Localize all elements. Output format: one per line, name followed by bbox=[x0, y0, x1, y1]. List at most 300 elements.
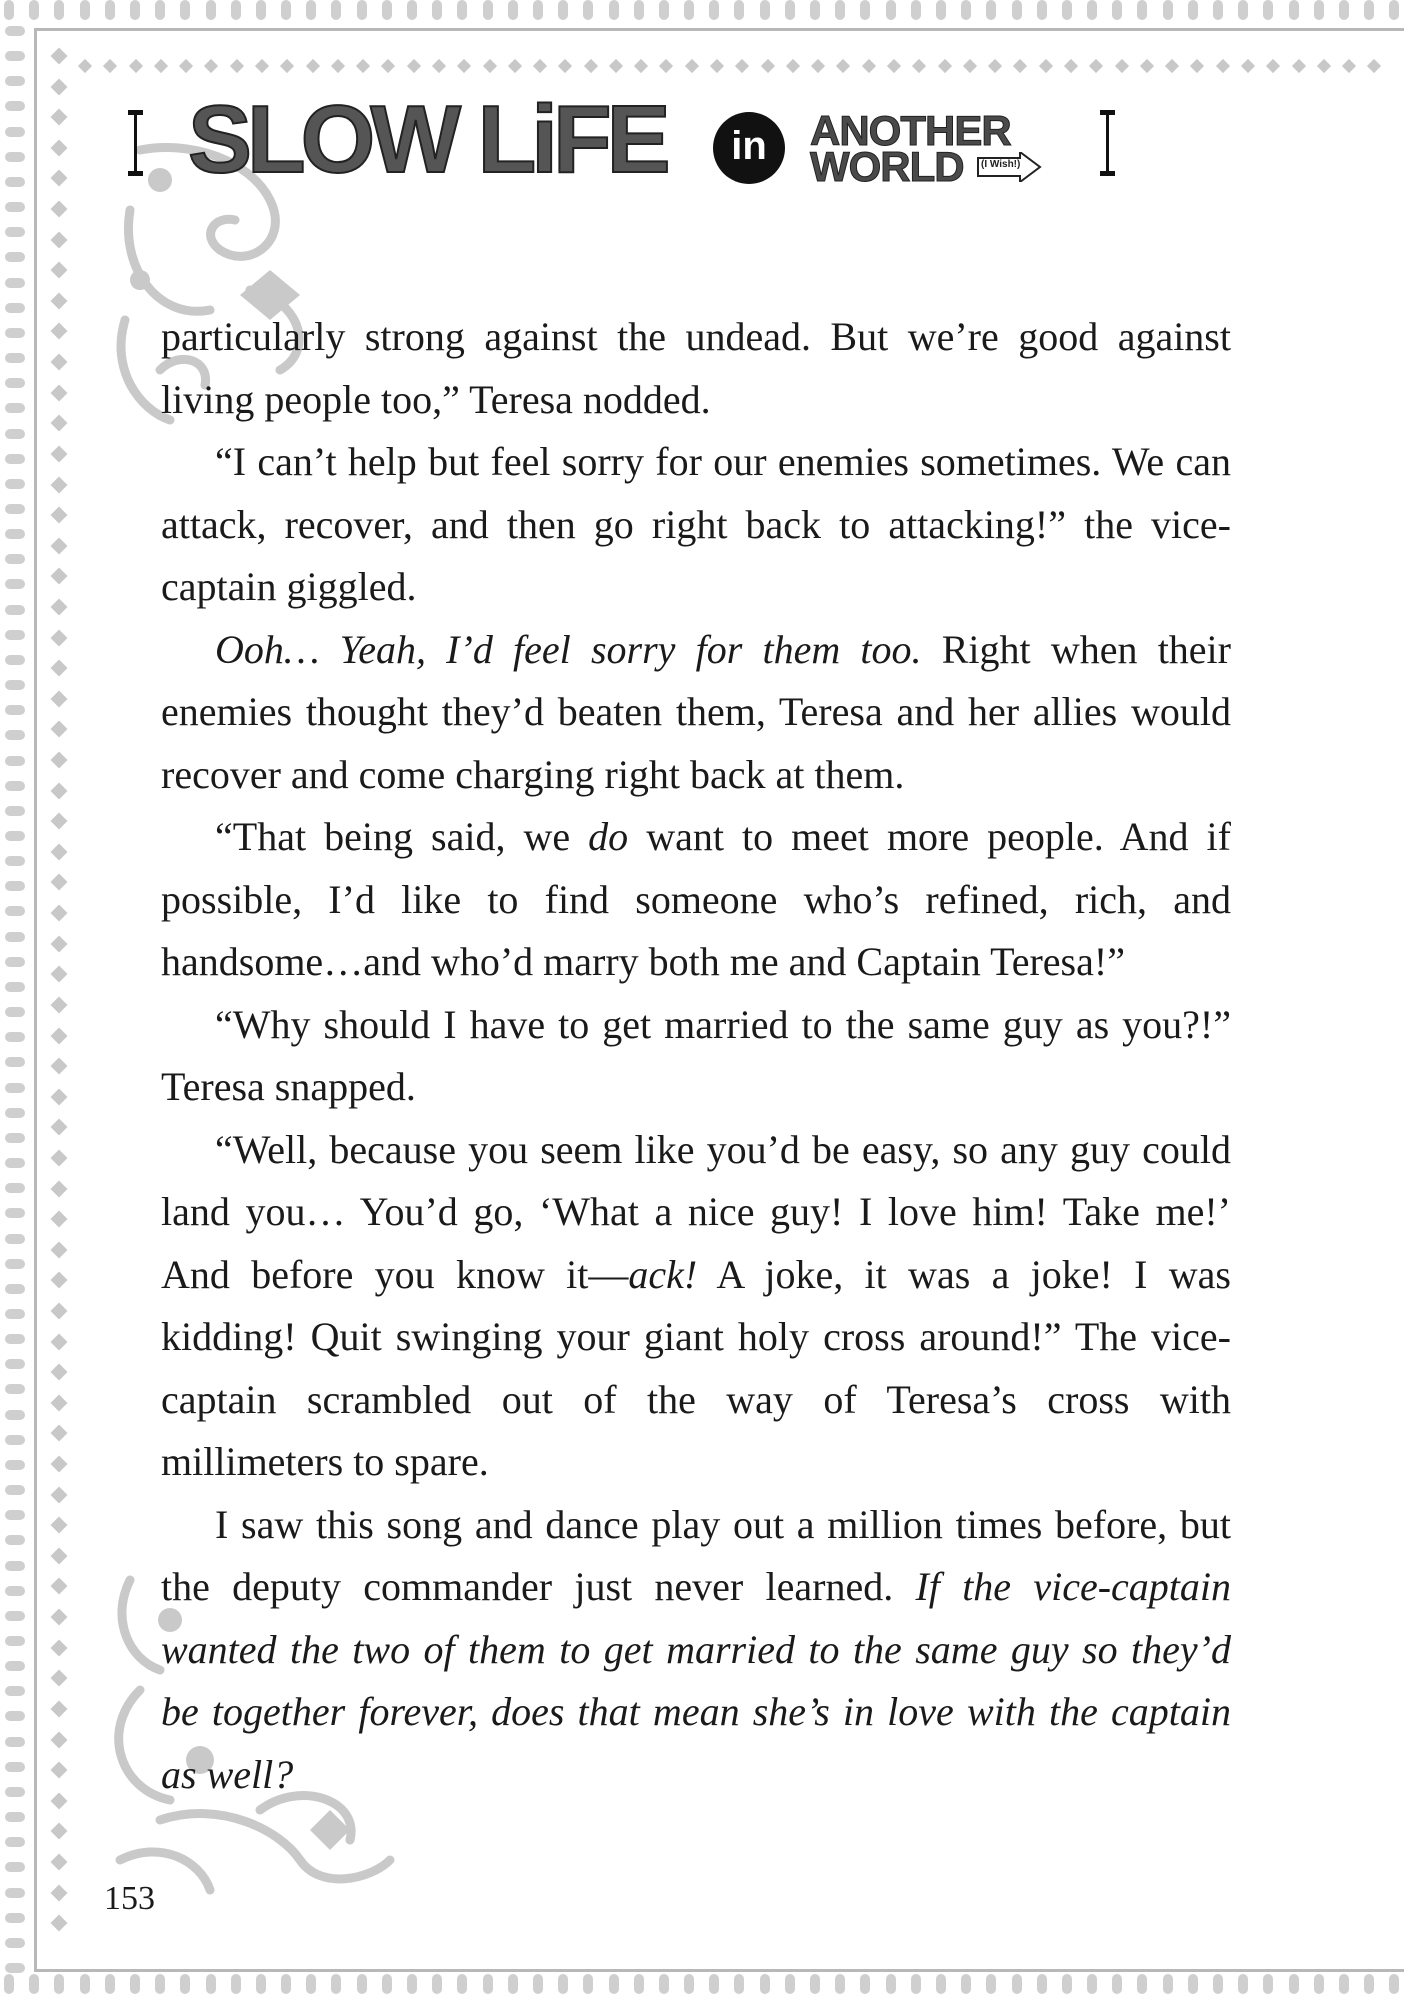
text-run: “Why should I have to get married to the same guy as you?!” Teresa snapped. bbox=[161, 1001, 1231, 1109]
border-tick bbox=[51, 1609, 68, 1626]
border-tick bbox=[51, 843, 68, 860]
border-tick bbox=[51, 1578, 68, 1595]
border-tick bbox=[51, 1853, 68, 1870]
border-tick bbox=[583, 0, 593, 20]
border-tick bbox=[51, 1639, 68, 1656]
border-tick bbox=[51, 1088, 68, 1105]
border-tick bbox=[155, 1974, 165, 1994]
border-tick bbox=[5, 1359, 25, 1369]
border-tick bbox=[51, 415, 68, 432]
paragraph bbox=[161, 1119, 1231, 1494]
border-tick bbox=[305, 59, 319, 73]
italic-text: do bbox=[588, 814, 629, 859]
border-tick bbox=[331, 0, 341, 20]
border-tick bbox=[5, 51, 25, 61]
border-tick bbox=[1389, 0, 1399, 20]
border-tick bbox=[5, 1133, 25, 1143]
border-tick bbox=[1089, 59, 1103, 73]
border-tick bbox=[51, 935, 68, 952]
border-tick bbox=[51, 660, 68, 677]
border-tick bbox=[986, 1974, 996, 1994]
header-bracket-left bbox=[128, 110, 142, 176]
border-tick bbox=[936, 0, 946, 20]
border-tick bbox=[936, 1974, 946, 1994]
border-tick bbox=[51, 1792, 68, 1809]
border-tick bbox=[80, 0, 90, 20]
border-tick bbox=[1266, 59, 1280, 73]
border-tick bbox=[1339, 0, 1349, 20]
border-tick bbox=[105, 0, 115, 20]
border-tick bbox=[5, 378, 25, 388]
border-tick bbox=[5, 655, 25, 665]
border-tick bbox=[937, 59, 951, 73]
border-tick bbox=[5, 252, 25, 262]
border-tick bbox=[51, 1058, 68, 1075]
paragraph bbox=[161, 994, 1231, 1119]
border-tick bbox=[51, 1027, 68, 1044]
title-in-badge: in bbox=[713, 112, 785, 184]
decorative-border-left bbox=[0, 26, 30, 1974]
border-tick bbox=[51, 1762, 68, 1779]
border-tick bbox=[785, 0, 795, 20]
border-tick bbox=[206, 1974, 216, 1994]
border-tick bbox=[51, 292, 68, 309]
border-tick bbox=[1163, 0, 1173, 20]
border-tick bbox=[51, 48, 68, 65]
border-tick bbox=[1137, 0, 1147, 20]
border-tick bbox=[51, 1180, 68, 1197]
border-tick bbox=[51, 78, 68, 95]
border-tick bbox=[51, 874, 68, 891]
border-tick bbox=[5, 1888, 25, 1898]
border-tick bbox=[1216, 59, 1230, 73]
border-tick bbox=[51, 752, 68, 769]
border-tick bbox=[180, 1974, 190, 1994]
paragraph bbox=[161, 1494, 1231, 1807]
border-tick bbox=[533, 1974, 543, 1994]
border-tick bbox=[5, 756, 25, 766]
border-tick bbox=[609, 59, 623, 73]
border-tick bbox=[1364, 0, 1374, 20]
border-tick bbox=[1238, 1974, 1248, 1994]
border-tick bbox=[1289, 0, 1299, 20]
border-tick bbox=[835, 0, 845, 20]
border-tick bbox=[51, 568, 68, 585]
border-tick bbox=[5, 579, 25, 589]
border-tick bbox=[154, 59, 168, 73]
frame-line-left bbox=[34, 28, 37, 1972]
border-tick bbox=[5, 1711, 25, 1721]
border-tick bbox=[1364, 1974, 1374, 1994]
italic-text: If the vice-captain wanted the two of them to get married to the same guy so they’d be together forever, does that mean she’s in love with the captain as well? bbox=[161, 1564, 1231, 1797]
border-tick bbox=[483, 1974, 493, 1994]
border-tick bbox=[51, 1241, 68, 1258]
border-tick bbox=[1087, 1974, 1097, 1994]
border-tick bbox=[5, 680, 25, 690]
border-tick bbox=[5, 1183, 25, 1193]
border-tick bbox=[1317, 59, 1331, 73]
body-text bbox=[161, 306, 1231, 1806]
border-tick bbox=[5, 1586, 25, 1596]
border-tick bbox=[51, 1456, 68, 1473]
border-tick bbox=[5, 1083, 25, 1093]
border-tick bbox=[5, 1007, 25, 1017]
border-tick bbox=[357, 0, 367, 20]
border-tick bbox=[886, 1974, 896, 1994]
border-tick bbox=[5, 1435, 25, 1445]
border-tick bbox=[760, 0, 770, 20]
border-tick bbox=[482, 59, 496, 73]
border-tick bbox=[1339, 1974, 1349, 1994]
border-tick bbox=[51, 445, 68, 462]
border-tick bbox=[51, 629, 68, 646]
border-tick bbox=[5, 982, 25, 992]
book-title-header bbox=[128, 86, 1118, 200]
border-tick bbox=[986, 0, 996, 20]
border-tick bbox=[29, 1974, 39, 1994]
border-tick bbox=[5, 152, 25, 162]
border-tick bbox=[609, 1974, 619, 1994]
border-tick bbox=[5, 1057, 25, 1067]
border-tick bbox=[51, 1884, 68, 1901]
border-tick bbox=[51, 262, 68, 279]
border-tick bbox=[281, 1974, 291, 1994]
border-tick bbox=[357, 1974, 367, 1994]
border-tick bbox=[432, 59, 446, 73]
border-tick bbox=[231, 0, 241, 20]
border-tick bbox=[5, 429, 25, 439]
border-tick bbox=[1367, 59, 1381, 73]
text-run: want to meet more people. And if possible, I’d like to find someone who’s refined, rich, and handsome…and who’d marry both me and Captain Teresa!” bbox=[161, 814, 1231, 984]
border-tick bbox=[382, 1974, 392, 1994]
text-run: I saw this song and dance play out a million times before, but the deputy commander just never learned. bbox=[161, 1501, 1231, 1609]
border-tick bbox=[5, 1561, 25, 1571]
border-tick bbox=[51, 1915, 68, 1932]
border-tick bbox=[558, 1974, 568, 1994]
border-tick bbox=[684, 1974, 694, 1994]
border-tick bbox=[734, 1974, 744, 1994]
border-tick bbox=[5, 932, 25, 942]
border-tick bbox=[130, 1974, 140, 1994]
border-tick bbox=[206, 0, 216, 20]
border-tick bbox=[862, 59, 876, 73]
border-tick bbox=[432, 1974, 442, 1994]
border-tick bbox=[5, 1812, 25, 1822]
border-tick bbox=[860, 1974, 870, 1994]
border-tick bbox=[1314, 1974, 1324, 1994]
border-tick bbox=[1291, 59, 1305, 73]
border-tick bbox=[659, 1974, 669, 1994]
border-tick bbox=[5, 1158, 25, 1168]
border-tick bbox=[659, 59, 673, 73]
paragraph bbox=[161, 306, 1231, 431]
border-tick bbox=[51, 537, 68, 554]
border-tick bbox=[963, 59, 977, 73]
text-run: “That being said, we bbox=[215, 814, 589, 859]
border-tick bbox=[1137, 1974, 1147, 1994]
border-tick bbox=[51, 721, 68, 738]
border-tick bbox=[51, 1670, 68, 1687]
border-tick bbox=[558, 0, 568, 20]
border-tick bbox=[51, 1547, 68, 1564]
border-tick bbox=[1012, 0, 1022, 20]
text-run: A joke, it was a joke! I was kidding! Quit swinging your giant holy cross around!” The vice-captain scrambled out of the way of Teresa’s cross with millimeters to spare. bbox=[161, 1251, 1231, 1484]
border-tick bbox=[51, 1149, 68, 1166]
border-tick bbox=[5, 856, 25, 866]
border-tick bbox=[5, 479, 25, 489]
border-tick bbox=[51, 507, 68, 524]
border-tick bbox=[5, 1636, 25, 1646]
diamond-row-ornament bbox=[80, 58, 1380, 74]
border-tick bbox=[180, 0, 190, 20]
decorative-border-bottom bbox=[0, 1974, 1404, 2000]
border-tick bbox=[685, 59, 699, 73]
border-tick bbox=[51, 905, 68, 922]
border-tick bbox=[634, 1974, 644, 1994]
border-tick bbox=[5, 1384, 25, 1394]
border-tick bbox=[5, 1259, 25, 1269]
border-tick bbox=[5, 881, 25, 891]
border-tick bbox=[51, 139, 68, 156]
border-tick bbox=[5, 1938, 25, 1948]
border-tick bbox=[5, 1108, 25, 1118]
border-tick bbox=[51, 1425, 68, 1442]
italic-text: Ooh… Yeah, I’d feel sorry for them too. bbox=[215, 626, 922, 672]
border-tick bbox=[51, 966, 68, 983]
border-tick bbox=[51, 201, 68, 218]
border-tick bbox=[1188, 0, 1198, 20]
border-tick bbox=[5, 1460, 25, 1470]
border-tick bbox=[256, 0, 266, 20]
text-run: Right when their enemies thought they’d beaten them, Teresa and her allies would recover and come charging right back at them. bbox=[161, 626, 1231, 797]
title-another: ANOTHER bbox=[810, 107, 1011, 154]
header-bracket-right bbox=[1100, 110, 1114, 176]
border-tick bbox=[5, 1535, 25, 1545]
border-tick bbox=[1013, 59, 1027, 73]
border-tick bbox=[5, 454, 25, 464]
border-tick bbox=[1112, 1974, 1122, 1994]
border-tick bbox=[5, 504, 25, 514]
border-tick bbox=[860, 0, 870, 20]
border-tick bbox=[51, 1700, 68, 1717]
border-tick bbox=[51, 384, 68, 401]
border-tick bbox=[5, 806, 25, 816]
border-tick bbox=[4, 1974, 14, 1994]
border-tick bbox=[810, 0, 820, 20]
border-tick bbox=[810, 1974, 820, 1994]
border-tick bbox=[54, 0, 64, 20]
border-tick bbox=[105, 1974, 115, 1994]
border-tick bbox=[51, 1731, 68, 1748]
border-tick bbox=[407, 59, 421, 73]
border-tick bbox=[533, 59, 547, 73]
border-tick bbox=[128, 59, 142, 73]
border-tick bbox=[5, 1510, 25, 1520]
border-tick bbox=[306, 0, 316, 20]
border-tick bbox=[583, 1974, 593, 1994]
border-tick bbox=[4, 0, 14, 20]
border-tick bbox=[1188, 1974, 1198, 1994]
diamond-column-ornament bbox=[46, 50, 72, 1930]
border-tick bbox=[51, 1517, 68, 1534]
border-tick bbox=[912, 59, 926, 73]
border-tick bbox=[432, 0, 442, 20]
border-tick bbox=[1037, 0, 1047, 20]
border-tick bbox=[5, 1963, 25, 1973]
border-tick bbox=[5, 202, 25, 212]
border-tick bbox=[51, 1272, 68, 1289]
italic-text: ack! bbox=[628, 1251, 698, 1297]
border-tick bbox=[911, 0, 921, 20]
border-tick bbox=[5, 1787, 25, 1797]
border-tick bbox=[407, 1974, 417, 1994]
frame-line-top bbox=[34, 28, 1404, 31]
border-tick bbox=[5, 630, 25, 640]
border-tick bbox=[331, 1974, 341, 1994]
border-tick bbox=[1263, 1974, 1273, 1994]
border-tick bbox=[786, 59, 800, 73]
border-tick bbox=[1112, 0, 1122, 20]
border-tick bbox=[155, 0, 165, 20]
border-tick bbox=[5, 76, 25, 86]
border-tick bbox=[51, 231, 68, 248]
border-tick bbox=[51, 1486, 68, 1503]
border-tick bbox=[508, 1974, 518, 1994]
border-tick bbox=[1389, 1974, 1399, 1994]
border-tick bbox=[130, 0, 140, 20]
border-tick bbox=[659, 0, 669, 20]
border-tick bbox=[1213, 1974, 1223, 1994]
border-tick bbox=[5, 1737, 25, 1747]
border-tick bbox=[255, 59, 269, 73]
border-tick bbox=[5, 328, 25, 338]
border-tick bbox=[51, 1364, 68, 1381]
border-tick bbox=[5, 278, 25, 288]
border-tick bbox=[5, 1913, 25, 1923]
page-number: 153 bbox=[104, 1880, 155, 1917]
border-tick bbox=[230, 59, 244, 73]
border-tick bbox=[281, 0, 291, 20]
border-tick bbox=[5, 554, 25, 564]
border-tick bbox=[5, 730, 25, 740]
border-tick bbox=[5, 1661, 25, 1671]
border-tick bbox=[584, 59, 598, 73]
border-tick bbox=[709, 0, 719, 20]
border-tick bbox=[734, 0, 744, 20]
border-tick bbox=[331, 59, 345, 73]
border-tick bbox=[1087, 0, 1097, 20]
border-tick bbox=[51, 1119, 68, 1136]
border-tick bbox=[1165, 59, 1179, 73]
text-run: “I can’t help but feel sorry for our enemies sometimes. We can attack, recover, and then go right back to attacking!” the vice-captain giggled. bbox=[161, 439, 1231, 609]
border-tick bbox=[5, 1334, 25, 1344]
border-tick bbox=[5, 957, 25, 967]
border-tick bbox=[5, 1284, 25, 1294]
border-tick bbox=[785, 1974, 795, 1994]
border-tick bbox=[1064, 59, 1078, 73]
border-tick bbox=[5, 781, 25, 791]
border-tick bbox=[5, 1611, 25, 1621]
border-tick bbox=[1039, 59, 1053, 73]
border-tick bbox=[5, 1234, 25, 1244]
border-tick bbox=[1289, 1974, 1299, 1994]
border-tick bbox=[51, 1823, 68, 1840]
border-tick bbox=[51, 1211, 68, 1228]
border-tick bbox=[483, 0, 493, 20]
border-tick bbox=[381, 59, 395, 73]
border-tick bbox=[407, 0, 417, 20]
border-tick bbox=[508, 0, 518, 20]
border-tick bbox=[761, 59, 775, 73]
border-tick bbox=[5, 303, 25, 313]
border-tick bbox=[558, 59, 572, 73]
border-tick bbox=[1314, 0, 1324, 20]
border-tick bbox=[5, 1410, 25, 1420]
border-tick bbox=[5, 1762, 25, 1772]
border-tick bbox=[51, 1394, 68, 1411]
border-tick bbox=[256, 1974, 266, 1994]
border-tick bbox=[735, 59, 749, 73]
border-tick bbox=[1140, 59, 1154, 73]
border-tick bbox=[5, 26, 25, 36]
border-tick bbox=[51, 782, 68, 799]
border-tick bbox=[5, 1485, 25, 1495]
border-tick bbox=[457, 0, 467, 20]
border-tick bbox=[51, 1333, 68, 1350]
border-tick bbox=[1012, 1974, 1022, 1994]
border-tick bbox=[5, 605, 25, 615]
border-tick bbox=[103, 59, 117, 73]
paragraph bbox=[161, 431, 1231, 619]
title-world: WORLD bbox=[810, 143, 964, 190]
border-tick bbox=[5, 403, 25, 413]
border-tick bbox=[51, 1302, 68, 1319]
border-tick bbox=[204, 59, 218, 73]
border-tick bbox=[80, 1974, 90, 1994]
text-run: “Well, because you seem like you’d be easy, so any guy could land you… You’d go, ‘What a nice guy! I love him! Take me!’ And before you know it— bbox=[161, 1126, 1231, 1297]
border-tick bbox=[1238, 0, 1248, 20]
border-tick bbox=[634, 0, 644, 20]
border-tick bbox=[5, 906, 25, 916]
border-tick bbox=[634, 59, 648, 73]
border-tick bbox=[5, 1208, 25, 1218]
border-tick bbox=[5, 1837, 25, 1847]
border-tick bbox=[280, 59, 294, 73]
border-tick bbox=[356, 59, 370, 73]
frame-line-bottom bbox=[34, 1969, 1404, 1972]
border-tick bbox=[1241, 59, 1255, 73]
border-tick bbox=[988, 59, 1002, 73]
text-run: particularly strong against the undead. But we’re good against living people too,” Teresa nodded. bbox=[161, 314, 1231, 422]
border-tick bbox=[382, 0, 392, 20]
border-tick bbox=[709, 1974, 719, 1994]
border-tick bbox=[508, 59, 522, 73]
border-tick bbox=[457, 59, 471, 73]
border-tick bbox=[457, 1974, 467, 1994]
border-tick bbox=[836, 59, 850, 73]
border-tick bbox=[1114, 59, 1128, 73]
border-tick bbox=[5, 831, 25, 841]
border-tick bbox=[911, 1974, 921, 1994]
border-tick bbox=[51, 813, 68, 830]
border-tick bbox=[684, 0, 694, 20]
border-tick bbox=[1190, 59, 1204, 73]
paragraph bbox=[161, 619, 1231, 807]
border-tick bbox=[51, 598, 68, 615]
border-tick bbox=[961, 1974, 971, 1994]
border-tick bbox=[886, 0, 896, 20]
border-tick bbox=[961, 0, 971, 20]
